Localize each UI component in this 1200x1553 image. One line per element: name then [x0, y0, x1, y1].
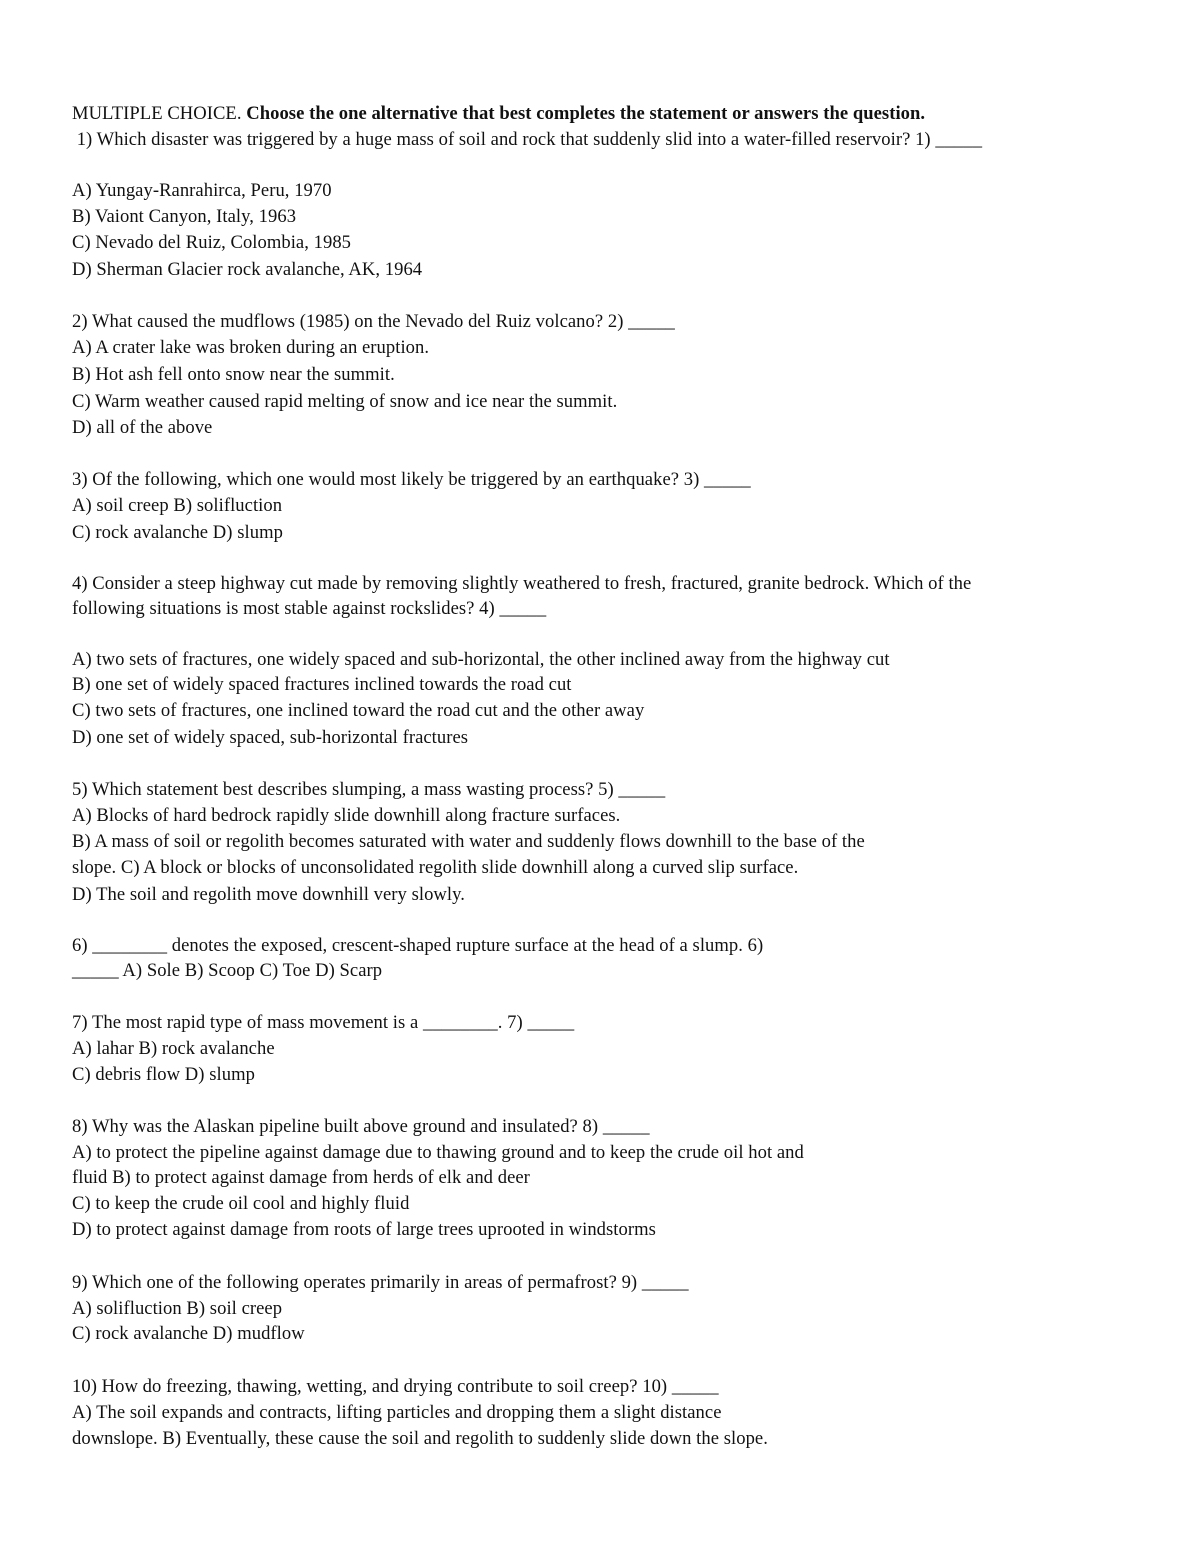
question-9-options-cd: C) rock avalanche D) mudflow — [72, 1323, 305, 1344]
question-6-stem: 6) ________ denotes the exposed, crescent-shaped rupture surface at the head of a slump. 6) — [72, 935, 764, 956]
question-3-options-cd: C) rock avalanche D) slump — [72, 522, 283, 543]
question-4-option-a: A) two sets of fractures, one widely spaced and sub-horizontal, the other inclined away from the highway cut — [72, 649, 890, 670]
question-8-option-a: A) to protect the pipeline against damage due to thawing ground and to keep the crude oil hot and — [72, 1142, 804, 1163]
question-4-option-b: B) one set of widely spaced fractures inclined towards the road cut — [72, 674, 572, 695]
question-2-option-c: C) Warm weather caused rapid melting of snow and ice near the summit. — [72, 391, 618, 412]
question-5-stem: 5) Which statement best describes slumping, a mass wasting process? 5) _____ — [72, 779, 666, 800]
question-1-option-d: D) Sherman Glacier rock avalanche, AK, 1964 — [72, 259, 423, 280]
instructions-header — [72, 103, 925, 125]
question-10-stem: 10) How do freezing, thawing, wetting, and drying contribute to soil creep? 10) _____ — [72, 1376, 719, 1397]
question-4-stem-line-2: following situations is most stable against rockslides? 4) _____ — [72, 598, 547, 619]
question-9-options-ab: A) solifluction B) soil creep — [72, 1298, 283, 1319]
question-5-option-d: D) The soil and regolith move downhill very slowly. — [72, 884, 465, 905]
question-2-option-d: D) all of the above — [72, 417, 213, 438]
question-4-stem-line-1: 4) Consider a steep highway cut made by removing slightly weathered to fresh, fractured, granite bedrock. Which of the — [72, 573, 972, 594]
question-3-stem: 3) Of the following, which one would most likely be triggered by an earthquake? 3) _____ — [72, 469, 751, 490]
question-6-options: _____ A) Sole B) Scoop C) Toe D) Scarp — [72, 960, 383, 981]
question-8-stem: 8) Why was the Alaskan pipeline built above ground and insulated? 8) _____ — [72, 1116, 650, 1137]
question-2-option-b: B) Hot ash fell onto snow near the summit. — [72, 364, 395, 385]
question-10-option-a: A) The soil expands and contracts, lifting particles and dropping them a slight distance — [72, 1402, 722, 1423]
question-5-option-b-c: slope. C) A block or blocks of unconsolidated regolith slide downhill along a curved slip surface. — [72, 857, 799, 878]
question-1-stem: 1) Which disaster was triggered by a huge mass of soil and rock that suddenly slid into a water-filled reservoir? 1) _____ — [72, 129, 983, 150]
question-2-option-a: A) A crater lake was broken during an eruption. — [72, 337, 430, 358]
question-7-stem: 7) The most rapid type of mass movement is a ________. 7) _____ — [72, 1012, 575, 1033]
question-5-option-a: A) Blocks of hard bedrock rapidly slide downhill along fracture surfaces. — [72, 805, 621, 826]
question-4-option-d: D) one set of widely spaced, sub-horizontal fractures — [72, 727, 469, 748]
question-9-stem: 9) Which one of the following operates primarily in areas of permafrost? 9) _____ — [72, 1272, 689, 1293]
instructions-text: Choose the one alternative that best completes the statement or answers the question. — [246, 103, 926, 124]
question-8-option-c: C) to keep the crude oil cool and highly fluid — [72, 1193, 410, 1214]
question-7-options-ab: A) lahar B) rock avalanche — [72, 1038, 275, 1059]
question-5-option-b: B) A mass of soil or regolith becomes saturated with water and suddenly flows downhill to the base of the — [72, 831, 865, 852]
question-2-stem: 2) What caused the mudflows (1985) on the Nevado del Ruiz volcano? 2) _____ — [72, 311, 675, 332]
question-3-options-ab: A) soil creep B) solifluction — [72, 495, 283, 516]
question-8-option-d: D) to protect against damage from roots of large trees uprooted in windstorms — [72, 1219, 656, 1240]
section-label: MULTIPLE CHOICE. — [72, 103, 242, 124]
question-8-option-a-b: fluid B) to protect against damage from herds of elk and deer — [72, 1167, 530, 1188]
question-7-options-cd: C) debris flow D) slump — [72, 1064, 255, 1085]
question-4-option-c: C) two sets of fractures, one inclined toward the road cut and the other away — [72, 700, 645, 721]
question-1-option-b: B) Vaiont Canyon, Italy, 1963 — [72, 206, 297, 227]
question-1-option-c: C) Nevado del Ruiz, Colombia, 1985 — [72, 232, 352, 253]
question-10-option-a-b: downslope. B) Eventually, these cause the soil and regolith to suddenly slide down the slope. — [72, 1428, 768, 1449]
question-1-option-a: A) Yungay-Ranrahirca, Peru, 1970 — [72, 180, 332, 201]
